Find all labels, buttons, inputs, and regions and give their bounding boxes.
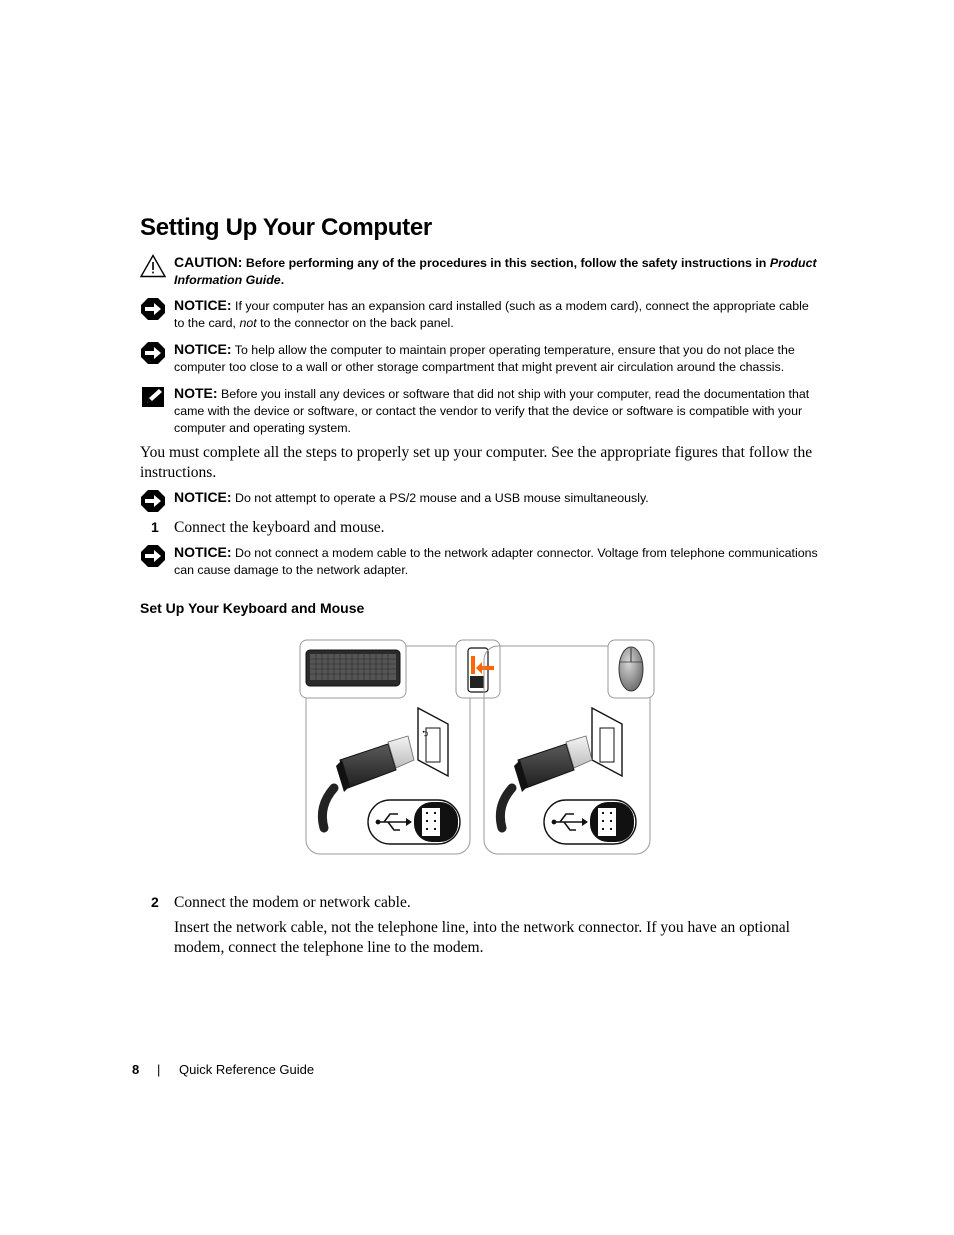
figure-heading: Set Up Your Keyboard and Mouse (140, 600, 365, 616)
caution-block (140, 254, 820, 289)
caution-reference: Product Information Guide (174, 256, 817, 287)
notice-modem (140, 544, 820, 579)
step-text: Connect the modem or network cable. (174, 894, 411, 911)
notice-expansion-card (140, 297, 820, 332)
step-detail: Insert the network cable, not the telephone line, into the network connector. If you have an optional modem, connect the telephone line to the modem. (174, 919, 790, 956)
step-number: 2 (151, 894, 159, 910)
caution-label: CAUTION: (174, 254, 243, 270)
step-number: 1 (151, 519, 159, 535)
notice-mouse (140, 489, 820, 507)
note-text: Before you install any devices or software that did not ship with your computer, read the documentation that came with the device or software, or contact the vendor to verify that the device or software is compatible with your computer and operating system. (174, 387, 810, 435)
keyboard-mouse-usb-illustration (296, 636, 658, 858)
notice-emphasis: not (239, 316, 257, 330)
footer-separator: | (157, 1062, 161, 1077)
intro-paragraph: You must complete all the steps to properly set up your computer. See the appropriate figures that follow the instructions. (140, 444, 813, 481)
notice-text: If your computer has an expansion card installed (such as a modem card), connect the appropriate cable to the card, (174, 299, 809, 330)
pencil-note-icon (140, 385, 166, 409)
warning-triangle-icon (140, 254, 166, 278)
notice-text: Do not attempt to operate a PS/2 mouse and a USB mouse simultaneously. (235, 491, 649, 505)
page-title: Setting Up Your Computer (140, 214, 432, 241)
step-text: Connect the keyboard and mouse. (174, 519, 385, 536)
footer-guide-title: Quick Reference Guide (179, 1062, 315, 1077)
notice-icon (140, 297, 166, 321)
note-block (140, 385, 820, 437)
notice-icon (140, 341, 166, 365)
notice-ventilation (140, 341, 820, 376)
notice-label: NOTICE: (174, 297, 232, 313)
notice-label: NOTICE: (174, 544, 232, 560)
notice-label: NOTICE: (174, 489, 232, 505)
caution-end: . (280, 273, 285, 287)
svg-text:⮌: ⮌ (422, 729, 429, 738)
notice-icon (140, 544, 166, 568)
caution-text: Before performing any of the procedures in this section, follow the safety instructions in (245, 256, 770, 270)
notice-text: Do not connect a modem cable to the network adapter connector. Voltage from telephone communications can cause damage to the network adapter. (174, 546, 818, 577)
notice-text-end: to the connector on the back panel. (256, 316, 454, 330)
port-callout (456, 640, 500, 698)
mouse-panel (484, 640, 654, 854)
notice-label: NOTICE: (174, 341, 232, 357)
note-label: NOTE: (174, 385, 218, 401)
notice-text: To help allow the computer to maintain proper operating temperature, ensure that you do not place the computer too close to a wall or other storage compartment that might prevent air circulation around the chassis. (174, 343, 795, 374)
notice-icon (140, 489, 166, 513)
keyboard-panel (300, 640, 470, 854)
page-number: 8 (132, 1062, 140, 1077)
